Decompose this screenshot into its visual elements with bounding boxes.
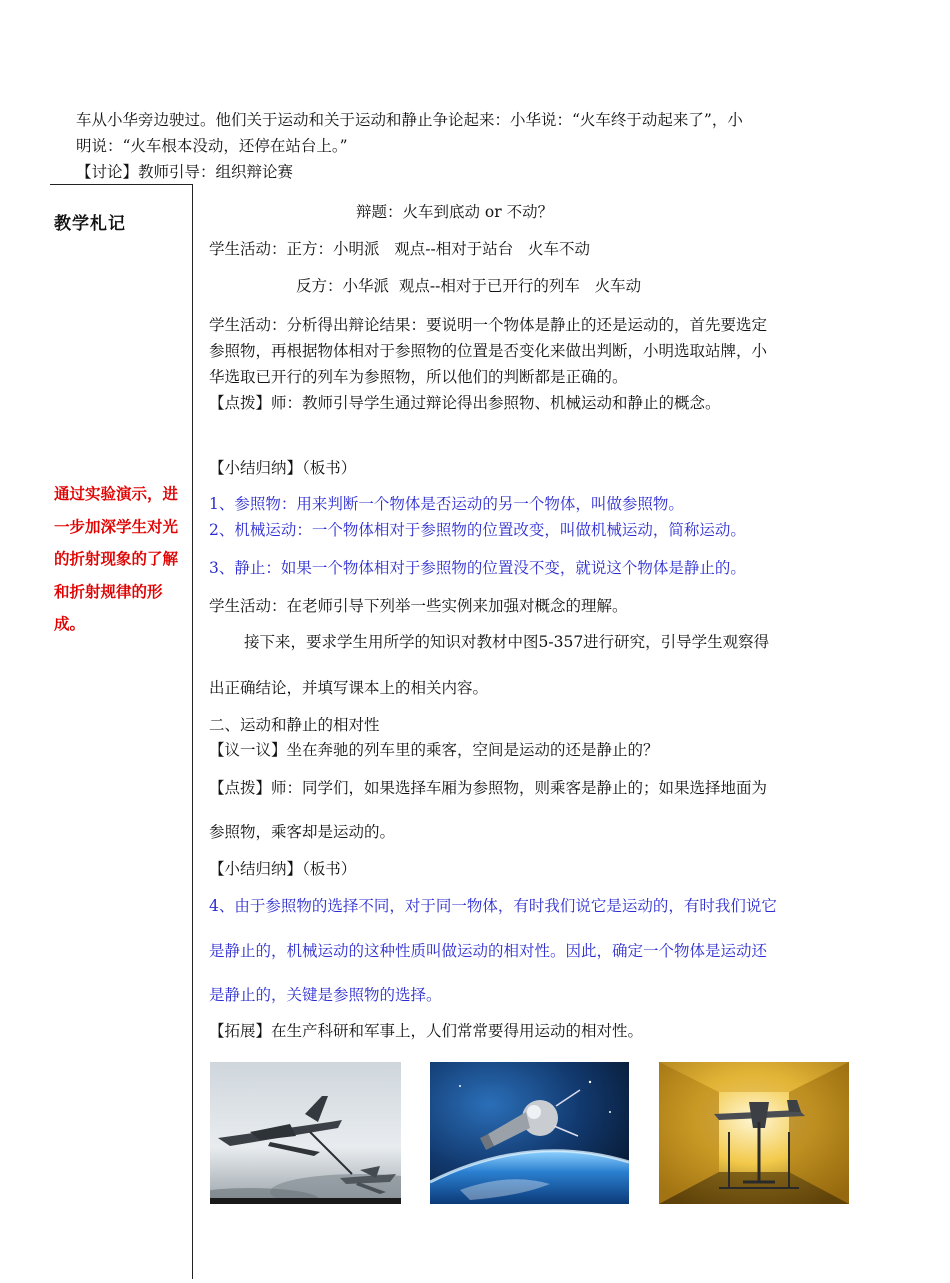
tip-line-2a: 【点拨】师：同学们，如果选择车厢为参照物，则乘客是静止的；如果选择地面为 [209,779,768,797]
student-activity: 学生活动：在老师引导下列举一些实例来加强对概念的理解。 [209,597,628,615]
extension-line: 【拓展】在生产科研和军事上，人们常常要得用运动的相对性。 [209,1022,644,1040]
summary-heading-2: 【小结归纳】（板书） [209,860,357,878]
intro-line-1: 车从小华旁边驶过。他们关于运动和关于运动和静止争论起来：小华说：“火车终于动起来了”，小 [76,111,743,129]
definition-relativity-line-3: 是静止的，关键是参照物的选择。 [209,986,442,1004]
discuss-question: 【议一议】坐在奔驰的列车里的乘客，空间是运动的还是静止的？ [209,741,659,759]
intro-line-2: 明说：“火车根本没动，还停在站台上。” [76,137,348,155]
tip-line-1: 【点拨】师：教师引导学生通过辩论得出参照物、机械运动和静止的概念。 [209,394,721,412]
aerial-refueling-photo [210,1062,401,1204]
definition-mechanical-motion: 2、机械运动：一个物体相对于参照物的位置改变，叫做机械运动，简称运动。 [209,521,746,539]
definition-reference-object: 1、参照物：用来判断一个物体是否运动的另一个物体，叫做参照物。 [209,495,684,513]
table-column-divider [192,184,193,1279]
summary-heading-1: 【小结归纳】（板书） [209,459,357,477]
wind-tunnel-aircraft-photo [659,1062,849,1204]
table-top-border [50,184,193,185]
sidebar-note: 通过实验演示，进一步加深学生对光的折射现象的了解和折射规律的形成。 [54,484,179,633]
sidebar-title: 教学札记 [54,214,126,234]
spacecraft-orbit-photo [430,1062,629,1204]
discussion-line: 【讨论】教师引导：组织辩论赛 [76,163,294,181]
definition-relativity-line-1: 4、由于参照物的选择不同，对于同一物体，有时我们说它是运动的，有时我们说它 [209,897,777,915]
analysis-line-3: 华选取已开行的列车为参照物，所以他们的判断都是正确的。 [209,368,628,386]
tip-line-2b: 参照物，乘客却是运动的。 [209,823,396,841]
next-step-line-2: 出正确结论，并填写课本上的相关内容。 [209,679,489,697]
con-side: 反方：小华派 观点--相对于已开行的列车 火车动 [296,277,642,295]
analysis-line-1: 学生活动：分析得出辩论结果：要说明一个物体是静止的还是运动的，首先要选定 [209,316,768,334]
pro-side: 学生活动：正方：小明派 观点--相对于站台 火车不动 [209,240,591,258]
definition-relativity-line-2: 是静止的，机械运动的这种性质叫做运动的相对性。因此，确定一个物体是运动还 [209,942,768,960]
definition-rest: 3、静止：如果一个物体相对于参照物的位置没不变，就说这个物体是静止的。 [209,559,746,577]
section-heading-relativity: 二、运动和静止的相对性 [209,716,380,734]
next-step-line-1: 接下来，要求学生用所学的知识对教材中图5-357进行研究，引导学生观察得 [244,633,770,651]
analysis-line-2: 参照物，再根据物体相对于参照物的位置是否变化来做出判断，小明选取站牌，小 [209,342,768,360]
debate-topic: 辩题：火车到底动 or 不动？ [356,203,554,221]
